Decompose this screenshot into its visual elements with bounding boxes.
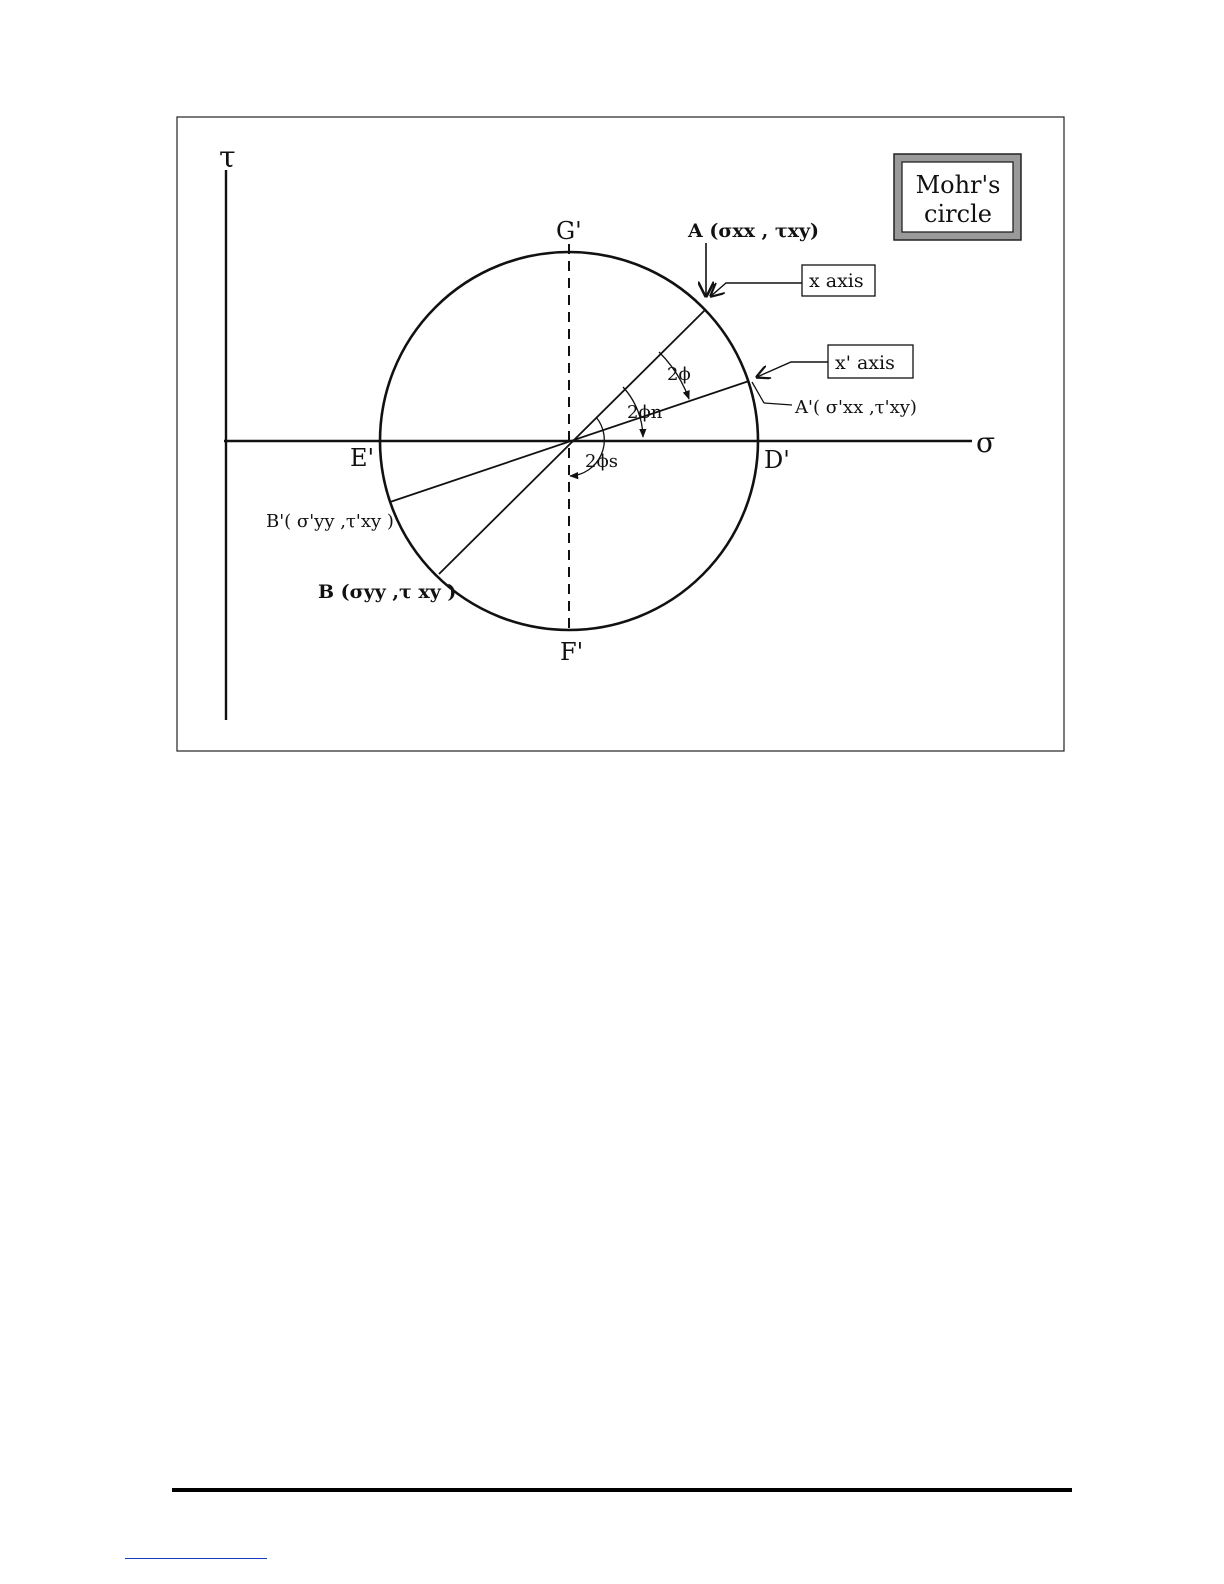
point-label-a-prime: A'( σ'xx ,τ'xy) <box>795 397 917 418</box>
angle-label-2phi-n: 2ϕn <box>627 402 663 423</box>
footer-rule <box>172 1488 1072 1492</box>
point-label-b: B (σyy ,τ xy ) <box>318 581 457 603</box>
title-line-2: circle <box>924 200 992 228</box>
point-label-e: E' <box>350 444 375 472</box>
point-label-f: F' <box>560 638 584 666</box>
point-label-d: D' <box>764 446 790 474</box>
angle-label-2phi: 2ϕ <box>667 364 691 385</box>
a-prime-leader-tail <box>764 403 792 405</box>
x-prime-axis-callout-text: x' axis <box>835 352 895 374</box>
x-axis-callout-text: x axis <box>809 270 864 292</box>
point-label-a: A (σxx , τxy) <box>688 220 819 242</box>
x-axis-callout-leader <box>711 283 802 296</box>
footnote-rule <box>125 1558 267 1559</box>
title-line-1: Mohr's <box>915 171 1001 199</box>
point-label-g: G' <box>556 217 582 245</box>
point-label-b-prime: B'( σ'yy ,τ'xy ) <box>266 511 394 532</box>
x-prime-axis-callout-leader <box>757 362 828 377</box>
angle-label-2phi-s: 2ϕs <box>585 451 618 472</box>
tau-axis-label: τ <box>219 140 236 175</box>
sigma-axis-label: σ <box>976 426 996 459</box>
